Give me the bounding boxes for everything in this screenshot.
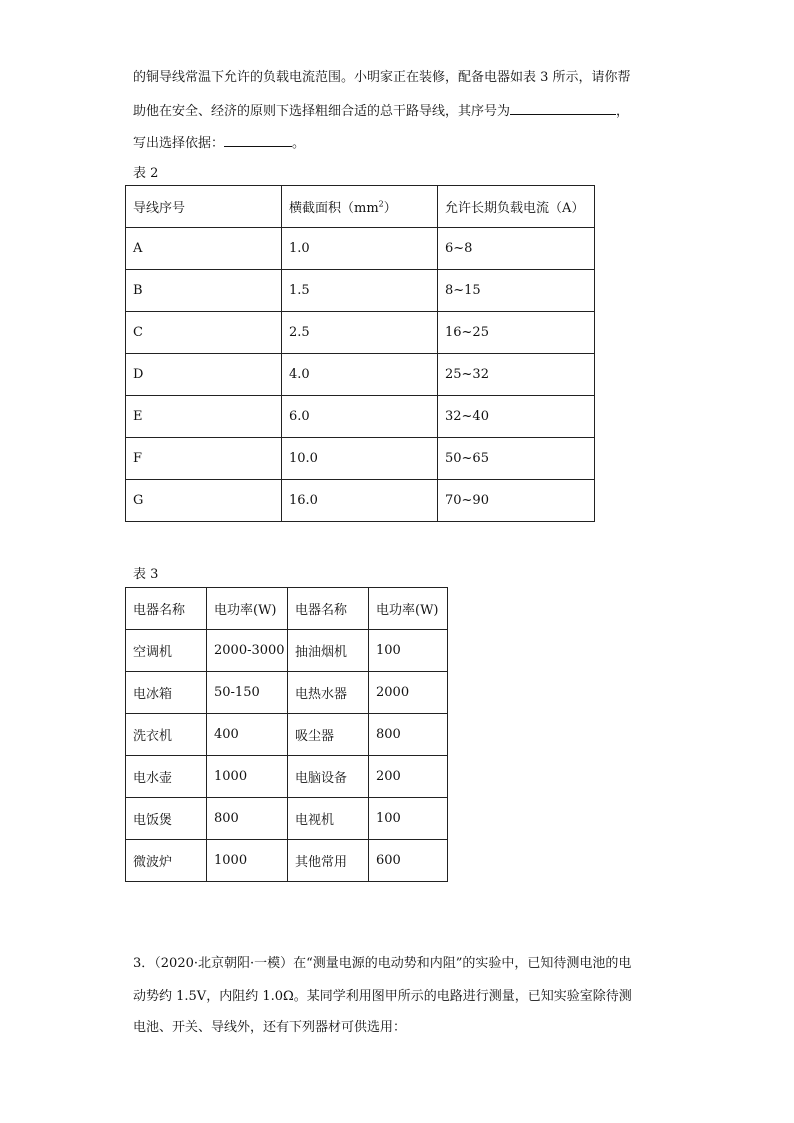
table-cell: 200 (369, 756, 448, 798)
table-row (126, 480, 595, 522)
table-cell: 32~40 (438, 396, 595, 438)
question-3-line-1: 3．（2020·北京朝阳·一模）在“测量电源的电动势和内阻”的实验中，已知待测电池的电 (133, 956, 632, 971)
header-cell: 电器名称 (126, 588, 207, 630)
table-cell: 电冰箱 (126, 672, 207, 714)
table-cell: 电热水器 (288, 672, 369, 714)
header-area-text: 横截面积（mm (289, 201, 379, 216)
table-cell: 吸尘器 (288, 714, 369, 756)
header-area-close: ） (383, 201, 397, 216)
header-cell: 导线序号 (126, 186, 282, 228)
table-row (126, 756, 448, 798)
answer-blank-reason[interactable] (224, 132, 292, 147)
table-row (126, 312, 595, 354)
header-cell: 电器名称 (288, 588, 369, 630)
table-row (126, 630, 448, 672)
table-cell: A (126, 228, 282, 270)
table-cell: 4.0 (282, 354, 438, 396)
table-cell: 16.0 (282, 480, 438, 522)
header-cell: 电功率(W) (207, 588, 288, 630)
table-cell: 洗衣机 (126, 714, 207, 756)
table-cell: 1000 (207, 840, 288, 882)
table-cell: 50~65 (438, 438, 595, 480)
table-cell: 100 (369, 798, 448, 840)
table-row (126, 270, 595, 312)
table-cell: 2000 (369, 672, 448, 714)
header-cell (282, 186, 438, 228)
table-row (126, 840, 448, 882)
header-area-sup: 2 (378, 199, 384, 209)
table-cell: 电脑设备 (288, 756, 369, 798)
table-cell: 100 (369, 630, 448, 672)
table-cell: 6~8 (438, 228, 595, 270)
table-cell: 25~32 (438, 354, 595, 396)
table-2-caption: 表 2 (133, 166, 159, 181)
table-cell: 1.5 (282, 270, 438, 312)
table-header-row (126, 588, 448, 630)
intro-line-2-text: 助他在安全、经济的原则下选择粗细合适的总干路导线，其序号为 (133, 104, 511, 119)
table-cell: G (126, 480, 282, 522)
table-cell: 1.0 (282, 228, 438, 270)
table-cell: 电饭煲 (126, 798, 207, 840)
table-cell: F (126, 438, 282, 480)
table-cell: 6.0 (282, 396, 438, 438)
table-3-caption: 表 3 (133, 567, 159, 582)
table-cell: 电水壶 (126, 756, 207, 798)
table-cell: 400 (207, 714, 288, 756)
table-cell: 微波炉 (126, 840, 207, 882)
table-header-row (126, 186, 595, 228)
table-3-appliances (125, 587, 448, 882)
intro-line-3-text: 写出选择依据： (133, 136, 225, 151)
table-cell: 2.5 (282, 312, 438, 354)
table-row (126, 672, 448, 714)
table-cell: 1000 (207, 756, 288, 798)
intro-line-3-period: 。 (292, 136, 306, 151)
table-cell: 电视机 (288, 798, 369, 840)
table-cell: 2000-3000 (207, 630, 288, 672)
table-row (126, 714, 448, 756)
table-row (126, 396, 595, 438)
intro-line-2-comma: ， (616, 104, 630, 119)
table-row (126, 228, 595, 270)
header-cell: 允许长期负载电流（A） (438, 186, 595, 228)
table-cell: 800 (369, 714, 448, 756)
table-cell: 8~15 (438, 270, 595, 312)
table-cell: C (126, 312, 282, 354)
table-cell: 其他常用 (288, 840, 369, 882)
table-cell: 600 (369, 840, 448, 882)
table-row (126, 798, 448, 840)
table-cell: 70~90 (438, 480, 595, 522)
intro-line-1: 的铜导线常温下允许的负载电流范围。小明家正在装修，配备电器如表 3 所示，请你帮 (133, 70, 631, 85)
intro-line-2 (133, 100, 629, 119)
header-cell: 电功率(W) (369, 588, 448, 630)
question-3-line-3: 电池、开关、导线外，还有下列器材可供选用： (133, 1020, 407, 1035)
intro-line-3 (133, 132, 305, 151)
table-cell: 16~25 (438, 312, 595, 354)
table-cell: E (126, 396, 282, 438)
question-3-line-2: 动势约 1.5V，内阻约 1.0Ω。某同学利用图甲所示的电路进行测量，已知实验室除待测 (133, 989, 632, 1004)
table-cell: 抽油烟机 (288, 630, 369, 672)
table-cell: D (126, 354, 282, 396)
answer-blank-wire-number[interactable] (510, 100, 616, 115)
table-2-wire-specs (125, 185, 595, 522)
table-cell: 800 (207, 798, 288, 840)
table-cell: B (126, 270, 282, 312)
table-row (126, 354, 595, 396)
table-row (126, 438, 595, 480)
table-cell: 50-150 (207, 672, 288, 714)
table-cell: 空调机 (126, 630, 207, 672)
table-cell: 10.0 (282, 438, 438, 480)
